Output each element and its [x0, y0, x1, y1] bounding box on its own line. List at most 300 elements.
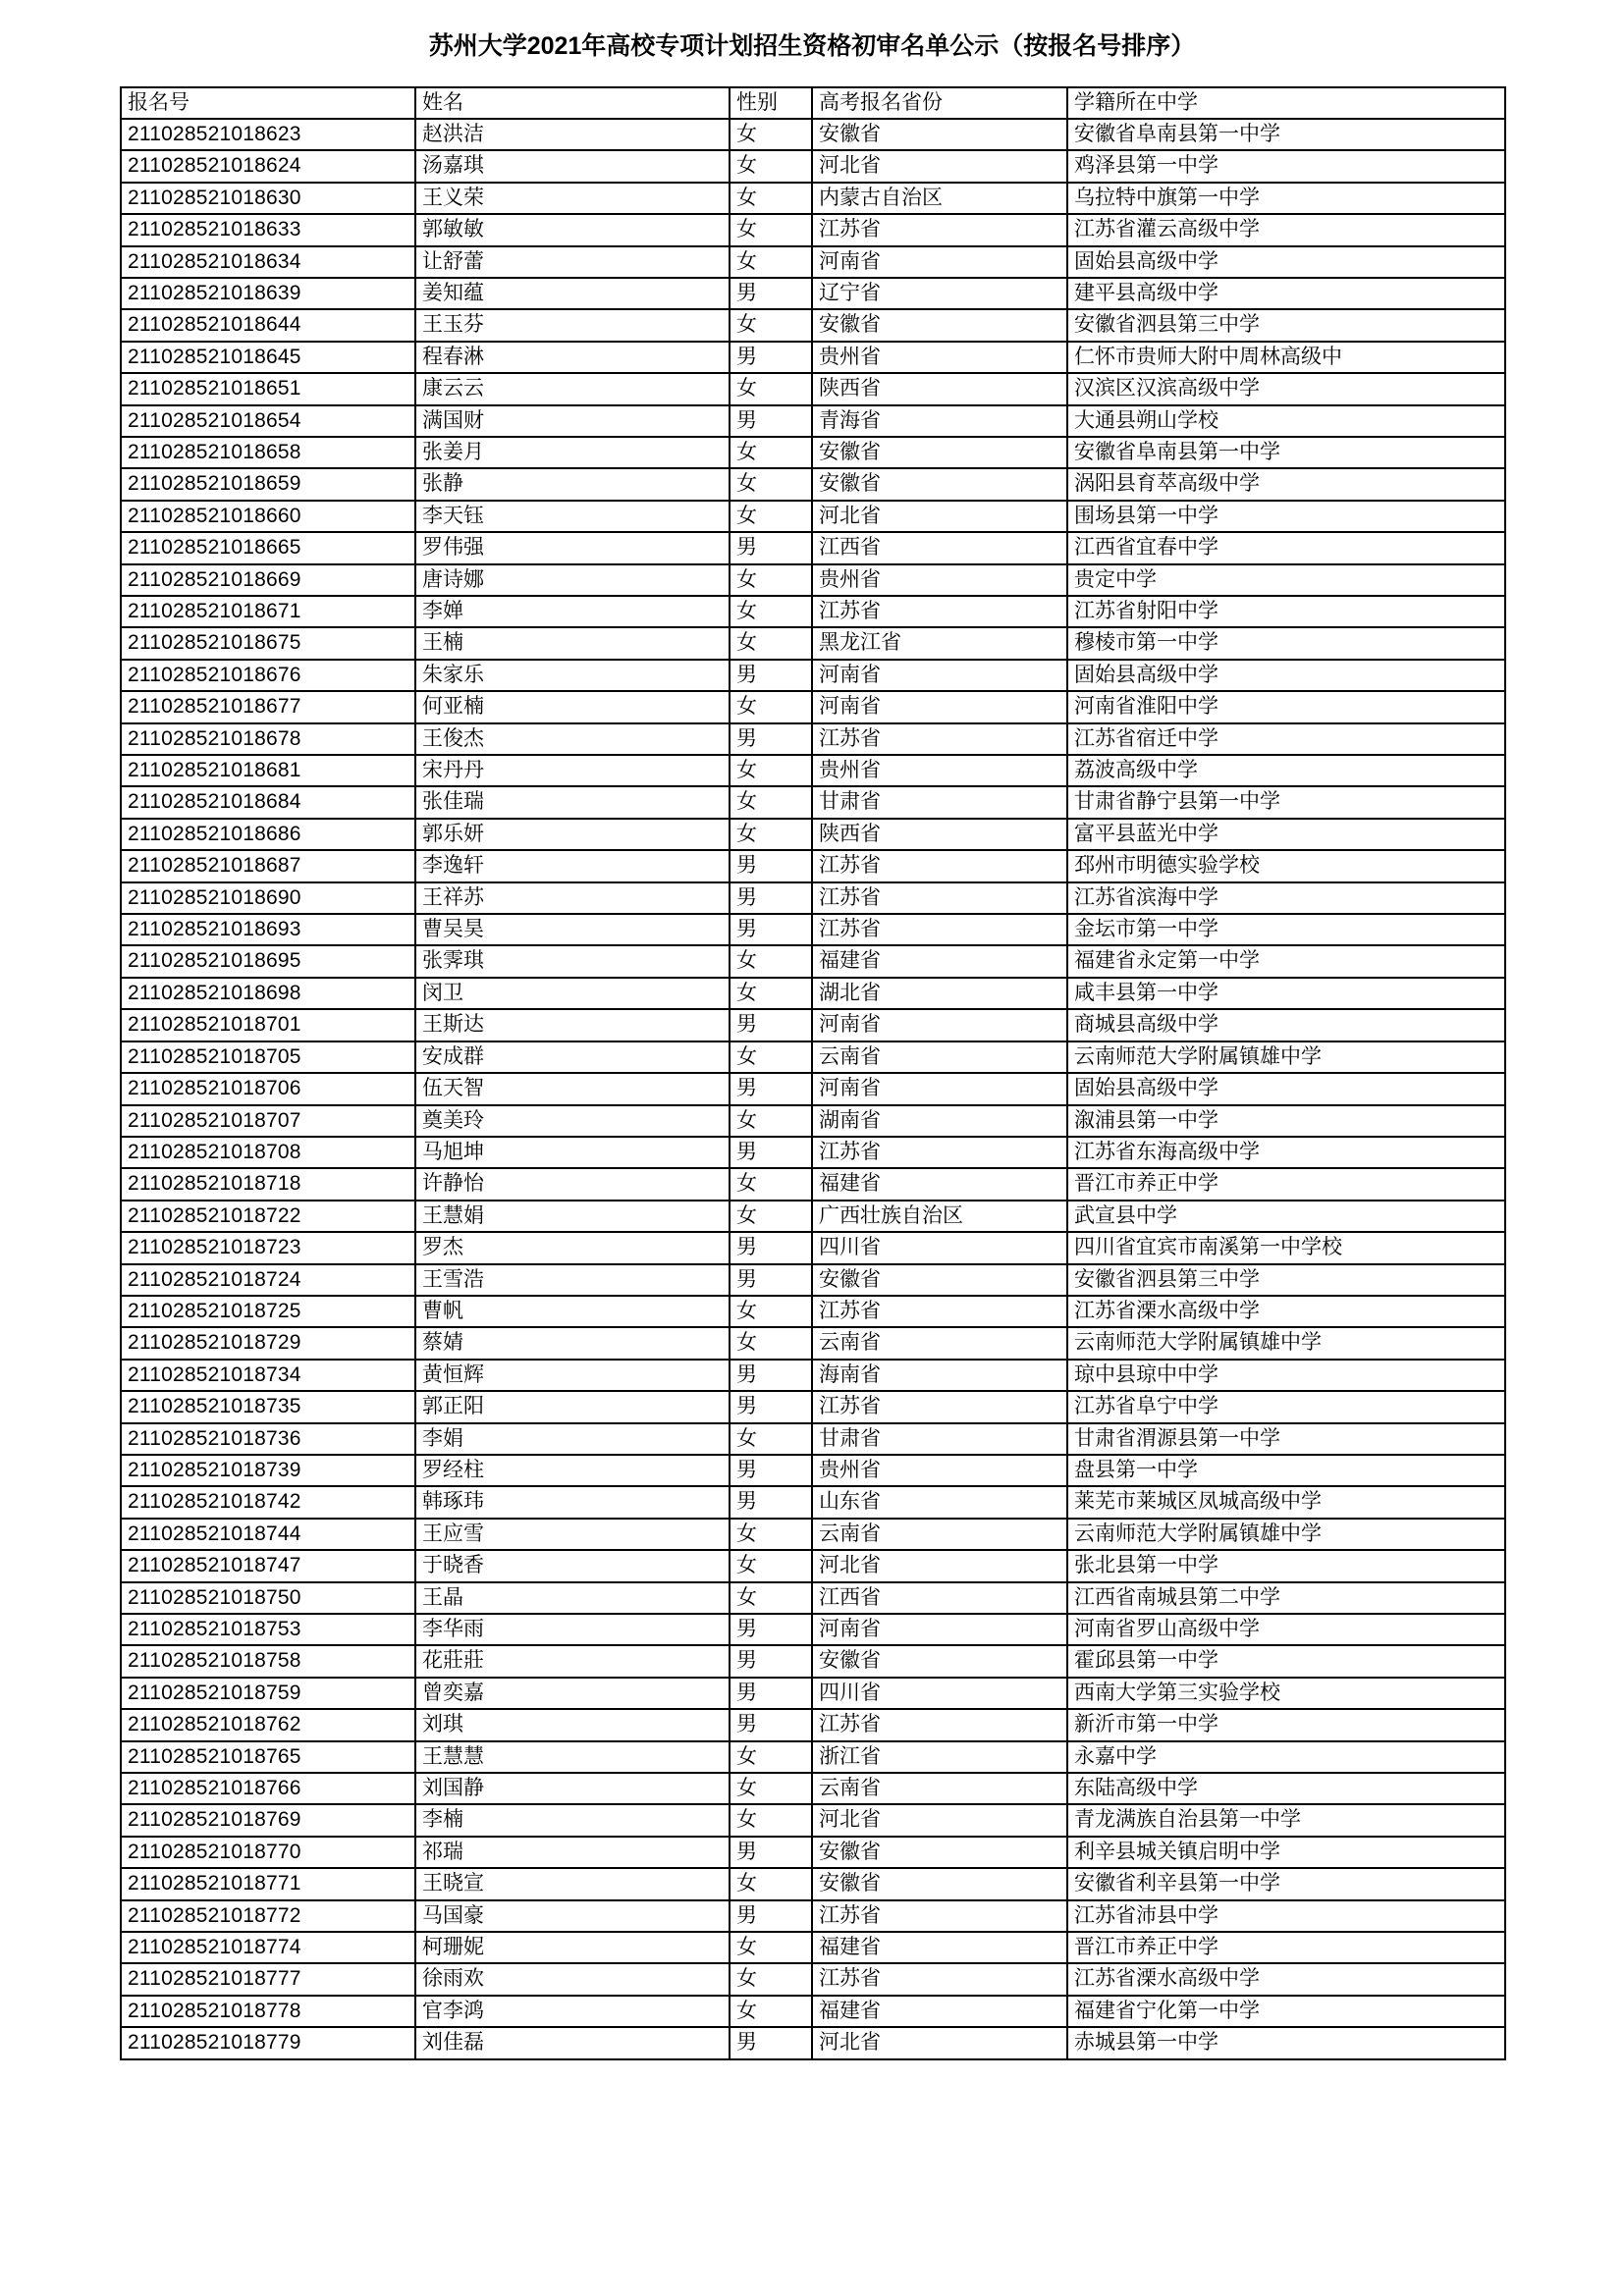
cell-name: 王玉芬: [415, 309, 730, 341]
table-row: [121, 1709, 1505, 1740]
cell-name: 张佳瑞: [415, 786, 730, 818]
admission-roster-table: [120, 86, 1506, 2060]
table-row: [121, 978, 1505, 1009]
table-row: [121, 1645, 1505, 1677]
cell-sex: 女: [730, 627, 812, 659]
cell-name: 曾奕嘉: [415, 1678, 730, 1709]
cell-province: 四川省: [812, 1678, 1067, 1709]
cell-school: 西南大学第三实验学校: [1067, 1678, 1505, 1709]
table-row: [121, 1009, 1505, 1041]
cell-province: 河北省: [812, 150, 1067, 182]
cell-name: 王斯达: [415, 1009, 730, 1041]
cell-school: 云南师范大学附属镇雄中学: [1067, 1327, 1505, 1359]
cell-sex: 男: [730, 723, 812, 755]
cell-sex: 男: [730, 660, 812, 691]
cell-school: 江苏省阜宁中学: [1067, 1391, 1505, 1422]
cell-id: 211028521018762: [121, 1709, 415, 1740]
cell-name: 唐诗娜: [415, 564, 730, 596]
cell-sex: 男: [730, 1232, 812, 1263]
cell-id: 211028521018729: [121, 1327, 415, 1359]
cell-school: 四川省宜宾市南溪第一中学校: [1067, 1232, 1505, 1263]
cell-sex: 女: [730, 1168, 812, 1200]
cell-id: 211028521018718: [121, 1168, 415, 1200]
cell-school: 永嘉中学: [1067, 1741, 1505, 1773]
roster-table-container: [0, 86, 1624, 2060]
cell-id: 211028521018705: [121, 1041, 415, 1073]
table-row: [121, 309, 1505, 341]
cell-school: 江苏省射阳中学: [1067, 596, 1505, 627]
cell-province: 安徽省: [812, 119, 1067, 150]
cell-sex: 女: [730, 1741, 812, 1773]
table-row: [121, 723, 1505, 755]
cell-sex: 男: [730, 532, 812, 563]
cell-id: 211028521018644: [121, 309, 415, 341]
table-row: [121, 1296, 1505, 1327]
cell-school: 安徽省泗县第三中学: [1067, 1264, 1505, 1296]
cell-id: 211028521018725: [121, 1296, 415, 1327]
table-row: [121, 278, 1505, 309]
table-row: [121, 1391, 1505, 1422]
cell-name: 李华雨: [415, 1614, 730, 1645]
cell-sex: 女: [730, 755, 812, 786]
cell-school: 荔波高级中学: [1067, 755, 1505, 786]
cell-school: 新沂市第一中学: [1067, 1709, 1505, 1740]
cell-id: 211028521018681: [121, 755, 415, 786]
cell-name: 王慧娟: [415, 1201, 730, 1232]
cell-id: 211028521018766: [121, 1773, 415, 1804]
cell-school: 江苏省宿迁中学: [1067, 723, 1505, 755]
cell-province: 江苏省: [812, 1391, 1067, 1422]
cell-sex: 男: [730, 1360, 812, 1391]
cell-province: 内蒙古自治区: [812, 183, 1067, 214]
table-row: [121, 819, 1505, 850]
cell-name: 康云云: [415, 373, 730, 404]
cell-sex: 女: [730, 596, 812, 627]
cell-name: 王晶: [415, 1582, 730, 1614]
cell-name: 闵卫: [415, 978, 730, 1009]
cell-name: 王雪浩: [415, 1264, 730, 1296]
table-row: [121, 214, 1505, 245]
cell-id: 211028521018769: [121, 1804, 415, 1836]
table-row: [121, 596, 1505, 627]
cell-school: 安徽省泗县第三中学: [1067, 309, 1505, 341]
table-row: [121, 660, 1505, 691]
cell-school: 建平县高级中学: [1067, 278, 1505, 309]
cell-name: 赵洪洁: [415, 119, 730, 150]
cell-sex: 女: [730, 468, 812, 500]
table-row: [121, 2027, 1505, 2058]
cell-sex: 男: [730, 1645, 812, 1677]
cell-id: 211028521018758: [121, 1645, 415, 1677]
cell-sex: 男: [730, 1009, 812, 1041]
table-row: [121, 246, 1505, 278]
table-row: [121, 1041, 1505, 1073]
cell-school: 张北县第一中学: [1067, 1550, 1505, 1581]
cell-province: 江苏省: [812, 1963, 1067, 1995]
cell-id: 211028521018687: [121, 850, 415, 881]
cell-school: 晋江市养正中学: [1067, 1932, 1505, 1963]
cell-province: 江西省: [812, 1582, 1067, 1614]
cell-school: 莱芜市莱城区凤城高级中学: [1067, 1486, 1505, 1518]
cell-province: 山东省: [812, 1486, 1067, 1518]
cell-school: 利辛县城关镇启明中学: [1067, 1837, 1505, 1868]
cell-school: 河南省淮阳中学: [1067, 691, 1505, 722]
cell-id: 211028521018639: [121, 278, 415, 309]
cell-sex: 女: [730, 1423, 812, 1455]
cell-school: 富平县蓝光中学: [1067, 819, 1505, 850]
cell-id: 211028521018678: [121, 723, 415, 755]
cell-province: 河南省: [812, 1073, 1067, 1104]
cell-id: 211028521018736: [121, 1423, 415, 1455]
cell-id: 211028521018742: [121, 1486, 415, 1518]
table-row: [121, 501, 1505, 532]
cell-province: 云南省: [812, 1773, 1067, 1804]
cell-name: 宋丹丹: [415, 755, 730, 786]
cell-school: 商城县高级中学: [1067, 1009, 1505, 1041]
cell-id: 211028521018630: [121, 183, 415, 214]
cell-name: 奠美玲: [415, 1105, 730, 1137]
cell-name: 伍天智: [415, 1073, 730, 1104]
cell-name: 官李鸿: [415, 1996, 730, 2027]
cell-id: 211028521018659: [121, 468, 415, 500]
cell-sex: 女: [730, 1550, 812, 1581]
table-row: [121, 1741, 1505, 1773]
cell-id: 211028521018774: [121, 1932, 415, 1963]
cell-name: 李逸轩: [415, 850, 730, 881]
cell-province: 湖南省: [812, 1105, 1067, 1137]
cell-school: 武宣县中学: [1067, 1201, 1505, 1232]
cell-id: 211028521018633: [121, 214, 415, 245]
cell-name: 王慧慧: [415, 1741, 730, 1773]
table-row: [121, 532, 1505, 563]
cell-sex: 男: [730, 2027, 812, 2058]
cell-province: 黑龙江省: [812, 627, 1067, 659]
cell-province: 浙江省: [812, 1741, 1067, 1773]
cell-sex: 女: [730, 978, 812, 1009]
cell-name: 刘国静: [415, 1773, 730, 1804]
cell-province: 江苏省: [812, 214, 1067, 245]
cell-province: 河南省: [812, 660, 1067, 691]
table-row: [121, 1423, 1505, 1455]
cell-id: 211028521018623: [121, 119, 415, 150]
cell-sex: 女: [730, 150, 812, 182]
table-row: [121, 437, 1505, 468]
cell-province: 江苏省: [812, 1709, 1067, 1740]
cell-id: 211028521018708: [121, 1137, 415, 1168]
column-header-id: 报名号: [121, 87, 415, 119]
cell-name: 刘琪: [415, 1709, 730, 1740]
cell-school: 穆棱市第一中学: [1067, 627, 1505, 659]
cell-province: 陕西省: [812, 373, 1067, 404]
cell-id: 211028521018658: [121, 437, 415, 468]
table-row: [121, 1773, 1505, 1804]
cell-name: 黄恒辉: [415, 1360, 730, 1391]
cell-school: 甘肃省静宁县第一中学: [1067, 786, 1505, 818]
cell-school: 云南师范大学附属镇雄中学: [1067, 1519, 1505, 1550]
cell-province: 广西壮族自治区: [812, 1201, 1067, 1232]
table-row: [121, 1327, 1505, 1359]
table-row: [121, 1582, 1505, 1614]
cell-sex: 女: [730, 246, 812, 278]
cell-province: 湖北省: [812, 978, 1067, 1009]
cell-name: 蔡婧: [415, 1327, 730, 1359]
cell-province: 安徽省: [812, 1837, 1067, 1868]
cell-sex: 女: [730, 1105, 812, 1137]
cell-sex: 女: [730, 1519, 812, 1550]
cell-sex: 女: [730, 945, 812, 977]
cell-school: 大通县朔山学校: [1067, 405, 1505, 437]
cell-sex: 男: [730, 405, 812, 437]
cell-id: 211028521018724: [121, 1264, 415, 1296]
table-row: [121, 1932, 1505, 1963]
cell-province: 江苏省: [812, 882, 1067, 914]
cell-sex: 男: [730, 914, 812, 945]
cell-id: 211028521018634: [121, 246, 415, 278]
cell-school: 江苏省滨海中学: [1067, 882, 1505, 914]
cell-sex: 女: [730, 1296, 812, 1327]
cell-name: 刘佳磊: [415, 2027, 730, 2058]
cell-sex: 女: [730, 691, 812, 722]
cell-name: 张姜月: [415, 437, 730, 468]
table-row: [121, 468, 1505, 500]
cell-id: 211028521018722: [121, 1201, 415, 1232]
cell-name: 于晓香: [415, 1550, 730, 1581]
table-row: [121, 119, 1505, 150]
cell-province: 安徽省: [812, 437, 1067, 468]
cell-school: 江西省南城县第二中学: [1067, 1582, 1505, 1614]
cell-province: 江西省: [812, 532, 1067, 563]
cell-id: 211028521018671: [121, 596, 415, 627]
cell-province: 四川省: [812, 1232, 1067, 1263]
cell-sex: 男: [730, 1678, 812, 1709]
cell-sex: 女: [730, 309, 812, 341]
cell-school: 仁怀市贵师大附中周林高级中: [1067, 342, 1505, 373]
cell-name: 姜知蕴: [415, 278, 730, 309]
cell-id: 211028521018750: [121, 1582, 415, 1614]
cell-name: 徐雨欢: [415, 1963, 730, 1995]
cell-id: 211028521018676: [121, 660, 415, 691]
page-title: 苏州大学2021年高校专项计划招生资格初审名单公示（按报名号排序）: [428, 32, 1196, 60]
cell-province: 甘肃省: [812, 1423, 1067, 1455]
cell-name: 程春淋: [415, 342, 730, 373]
cell-id: 211028521018684: [121, 786, 415, 818]
cell-name: 王晓宣: [415, 1868, 730, 1899]
cell-id: 211028521018665: [121, 532, 415, 563]
cell-name: 何亚楠: [415, 691, 730, 722]
cell-school: 咸丰县第一中学: [1067, 978, 1505, 1009]
cell-id: 211028521018734: [121, 1360, 415, 1391]
cell-sex: 男: [730, 1709, 812, 1740]
table-row: [121, 1837, 1505, 1868]
cell-sex: 男: [730, 1264, 812, 1296]
table-row: [121, 914, 1505, 945]
cell-name: 满国财: [415, 405, 730, 437]
cell-school: 赤城县第一中学: [1067, 2027, 1505, 2058]
cell-name: 王义荣: [415, 183, 730, 214]
cell-sex: 女: [730, 819, 812, 850]
table-row: [121, 1868, 1505, 1899]
cell-sex: 女: [730, 1327, 812, 1359]
cell-sex: 女: [730, 183, 812, 214]
cell-school: 安徽省阜南县第一中学: [1067, 437, 1505, 468]
table-row: [121, 1519, 1505, 1550]
table-row: [121, 1996, 1505, 2027]
table-row: [121, 1232, 1505, 1263]
cell-sex: 女: [730, 1932, 812, 1963]
cell-province: 河南省: [812, 1009, 1067, 1041]
cell-sex: 女: [730, 1201, 812, 1232]
cell-province: 安徽省: [812, 309, 1067, 341]
cell-name: 李楠: [415, 1804, 730, 1836]
table-row: [121, 1360, 1505, 1391]
cell-name: 韩琢玮: [415, 1486, 730, 1518]
cell-school: 围场县第一中学: [1067, 501, 1505, 532]
table-row: [121, 1264, 1505, 1296]
table-row: [121, 1550, 1505, 1581]
table-row: [121, 1201, 1505, 1232]
cell-province: 河南省: [812, 691, 1067, 722]
cell-province: 河北省: [812, 501, 1067, 532]
cell-name: 李天钰: [415, 501, 730, 532]
cell-school: 贵定中学: [1067, 564, 1505, 596]
table-row: [121, 755, 1505, 786]
cell-province: 贵州省: [812, 564, 1067, 596]
cell-id: 211028521018747: [121, 1550, 415, 1581]
cell-id: 211028521018777: [121, 1963, 415, 1995]
cell-sex: 女: [730, 1996, 812, 2027]
cell-school: 金坛市第一中学: [1067, 914, 1505, 945]
cell-name: 汤嘉琪: [415, 150, 730, 182]
table-row: [121, 850, 1505, 881]
cell-province: 安徽省: [812, 1645, 1067, 1677]
cell-id: 211028521018686: [121, 819, 415, 850]
cell-school: 琼中县琼中中学: [1067, 1360, 1505, 1391]
cell-province: 福建省: [812, 945, 1067, 977]
cell-school: 江苏省灌云高级中学: [1067, 214, 1505, 245]
cell-sex: 女: [730, 373, 812, 404]
cell-sex: 女: [730, 1041, 812, 1073]
table-row: [121, 564, 1505, 596]
cell-id: 211028521018753: [121, 1614, 415, 1645]
cell-school: 福建省宁化第一中学: [1067, 1996, 1505, 2027]
table-row: [121, 1614, 1505, 1645]
cell-province: 云南省: [812, 1041, 1067, 1073]
table-row: [121, 1486, 1505, 1518]
cell-name: 王楠: [415, 627, 730, 659]
table-row: [121, 1963, 1505, 1995]
cell-province: 贵州省: [812, 342, 1067, 373]
cell-province: 海南省: [812, 1360, 1067, 1391]
cell-province: 江苏省: [812, 1137, 1067, 1168]
table-row: [121, 1105, 1505, 1137]
cell-sex: 女: [730, 501, 812, 532]
cell-name: 张霁琪: [415, 945, 730, 977]
cell-province: 安徽省: [812, 1264, 1067, 1296]
cell-name: 曹帆: [415, 1296, 730, 1327]
cell-sex: 女: [730, 564, 812, 596]
cell-province: 辽宁省: [812, 278, 1067, 309]
cell-province: 福建省: [812, 1932, 1067, 1963]
cell-province: 河北省: [812, 1804, 1067, 1836]
cell-name: 李婵: [415, 596, 730, 627]
cell-id: 211028521018675: [121, 627, 415, 659]
cell-school: 江苏省溧水高级中学: [1067, 1963, 1505, 1995]
cell-school: 涡阳县育萃高级中学: [1067, 468, 1505, 500]
cell-sex: 女: [730, 1582, 812, 1614]
cell-sex: 女: [730, 1963, 812, 1995]
cell-province: 甘肃省: [812, 786, 1067, 818]
table-row: [121, 1455, 1505, 1486]
table-row: [121, 342, 1505, 373]
cell-school: 邳州市明德实验学校: [1067, 850, 1505, 881]
cell-school: 甘肃省渭源县第一中学: [1067, 1423, 1505, 1455]
table-row: [121, 882, 1505, 914]
cell-name: 郭乐妍: [415, 819, 730, 850]
cell-id: 211028521018669: [121, 564, 415, 596]
cell-sex: 女: [730, 1804, 812, 1836]
cell-id: 211028521018695: [121, 945, 415, 977]
cell-name: 柯珊妮: [415, 1932, 730, 1963]
cell-id: 211028521018759: [121, 1678, 415, 1709]
cell-name: 祁瑞: [415, 1837, 730, 1868]
cell-school: 江苏省东海高级中学: [1067, 1137, 1505, 1168]
cell-sex: 女: [730, 214, 812, 245]
cell-name: 曹吴昊: [415, 914, 730, 945]
cell-sex: 女: [730, 437, 812, 468]
cell-province: 江苏省: [812, 914, 1067, 945]
cell-school: 溆浦县第一中学: [1067, 1105, 1505, 1137]
table-row: [121, 1678, 1505, 1709]
table-row: [121, 1137, 1505, 1168]
cell-school: 霍邱县第一中学: [1067, 1645, 1505, 1677]
table-row: [121, 786, 1505, 818]
cell-province: 贵州省: [812, 755, 1067, 786]
cell-school: 江苏省溧水高级中学: [1067, 1296, 1505, 1327]
cell-province: 河北省: [812, 1550, 1067, 1581]
cell-name: 王俊杰: [415, 723, 730, 755]
cell-sex: 男: [730, 850, 812, 881]
table-header-row: [121, 87, 1505, 119]
cell-province: 江苏省: [812, 850, 1067, 881]
cell-id: 211028521018690: [121, 882, 415, 914]
table-header: [121, 87, 1505, 119]
cell-name: 罗伟强: [415, 532, 730, 563]
cell-province: 青海省: [812, 405, 1067, 437]
cell-sex: 男: [730, 1073, 812, 1104]
cell-sex: 男: [730, 1486, 812, 1518]
cell-school: 鸡泽县第一中学: [1067, 150, 1505, 182]
cell-school: 乌拉特中旗第一中学: [1067, 183, 1505, 214]
cell-sex: 男: [730, 882, 812, 914]
cell-province: 安徽省: [812, 1868, 1067, 1899]
table-body: [121, 119, 1505, 2059]
cell-id: 211028521018744: [121, 1519, 415, 1550]
cell-id: 211028521018654: [121, 405, 415, 437]
cell-province: 江苏省: [812, 1900, 1067, 1932]
cell-id: 211028521018651: [121, 373, 415, 404]
cell-province: 河北省: [812, 2027, 1067, 2058]
cell-name: 马国豪: [415, 1900, 730, 1932]
cell-sex: 男: [730, 1614, 812, 1645]
column-header-province: 高考报名省份: [812, 87, 1067, 119]
cell-sex: 男: [730, 1455, 812, 1486]
cell-province: 陕西省: [812, 819, 1067, 850]
table-row: [121, 627, 1505, 659]
cell-province: 福建省: [812, 1996, 1067, 2027]
cell-province: 安徽省: [812, 468, 1067, 500]
cell-id: 211028521018693: [121, 914, 415, 945]
cell-school: 汉滨区汉滨高级中学: [1067, 373, 1505, 404]
